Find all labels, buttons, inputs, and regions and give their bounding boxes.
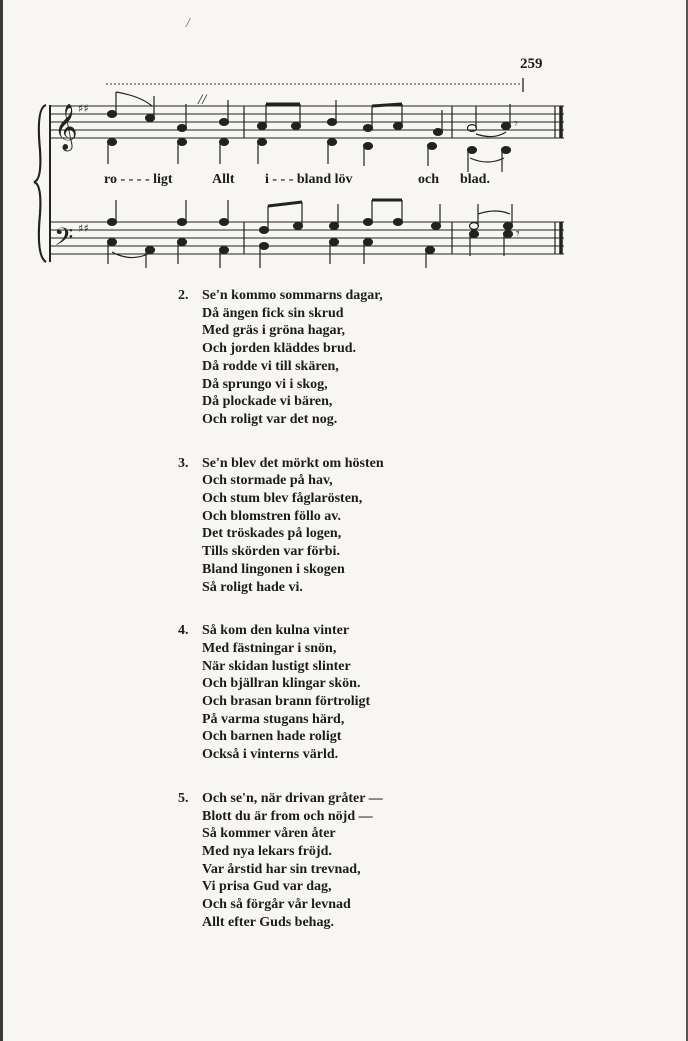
verse-line: Och barnen hade roligt [202, 729, 342, 745]
treble-end-rest: 𝄾 [514, 116, 518, 132]
verse-line: Se'n kommo sommarns dagar, [202, 288, 383, 303]
treble-clef: 𝄞 [54, 104, 78, 150]
verse-line: Så kommer våren åter [202, 826, 336, 842]
bass-key-sharps: ♯♯ [78, 222, 89, 235]
verse-line: Och brasan brann förtroligt [202, 694, 371, 710]
verse [178, 287, 384, 429]
verse-line: Bland lingonen i skogen [202, 561, 345, 577]
treble-key-sharps: ♯♯ [78, 102, 89, 115]
verse-line: Var årstid har sin trevnad, [202, 861, 361, 877]
treble-lower-notes [108, 139, 511, 172]
verse-line: Se'n blev det mörkt om hösten [202, 455, 384, 471]
treble-staff [50, 106, 564, 138]
verse-line: Så roligt hade vi. [202, 579, 303, 595]
verse-line: Då ängen fick sin skrud [202, 305, 344, 321]
verses [178, 287, 384, 932]
verse [178, 455, 384, 597]
verse-number: 3. [178, 455, 189, 471]
verse-line: Och se'n, när drivan gråter — [202, 790, 383, 806]
verse-line: Då sprungo vi i skog, [202, 376, 328, 392]
verse [178, 790, 384, 932]
verse-line: Då plockade vi bären, [202, 394, 333, 410]
verse [178, 622, 384, 764]
staff-brace [34, 105, 46, 262]
verse-line: Och blomstren föllo av. [202, 508, 341, 524]
verse-line: Och jorden kläddes brud. [202, 341, 357, 357]
lyric-syllable: blad. [460, 172, 490, 187]
verse-line: Också i vinterns värld. [202, 747, 339, 763]
bass-clef: 𝄢 [54, 223, 74, 258]
page-number: 259 [520, 56, 543, 72]
verse-line: Med fästningar i snön, [202, 640, 337, 656]
verse-line: Allt efter Guds behag. [202, 914, 334, 930]
verse-line: Så kom den kulna vinter [202, 623, 350, 639]
verse-line: På varma stugans härd, [202, 711, 345, 727]
verse-line: Och så förgår vår levnad [202, 897, 351, 913]
verse-line: Vi prisa Gud var dag, [202, 879, 332, 895]
pencil-mark: / [186, 16, 190, 31]
verse-line: Och roligt var det nog. [202, 411, 338, 427]
verse-number: 5. [178, 790, 189, 806]
lyric-syllable: och [418, 172, 439, 187]
tempo-mark: // [198, 92, 207, 108]
verse-line: Då rodde vi till skären, [202, 358, 339, 374]
lyric-syllable: Allt [212, 172, 235, 187]
lyric-syllable: ro - - - - ligt [104, 172, 173, 187]
bass-staff [50, 222, 564, 254]
verse-line: Och stum blev fåglarösten, [202, 491, 363, 507]
verse-line: Blott du är from och nöjd — [202, 808, 373, 824]
verse-number: 2. [178, 288, 189, 303]
verse-line: Och stormade på hav, [202, 473, 333, 489]
music-score [0, 0, 688, 280]
verse-line: Det tröskades på logen, [202, 526, 342, 542]
verse-line: Med nya lekars fröjd. [202, 843, 332, 859]
final-barline [555, 106, 561, 254]
verse-number: 4. [178, 623, 189, 639]
verse-line: Tills skörden var förbi. [202, 544, 340, 560]
verse-line: Och bjällran klingar skön. [202, 676, 361, 692]
lyric-syllable: i - - - bland löv [265, 172, 353, 187]
bass-end-rest: 𝄾 [516, 226, 520, 242]
verse-line: När skidan lustigt slinter [202, 658, 351, 674]
verse-line: Med gräs i gröna hagar, [202, 323, 345, 339]
